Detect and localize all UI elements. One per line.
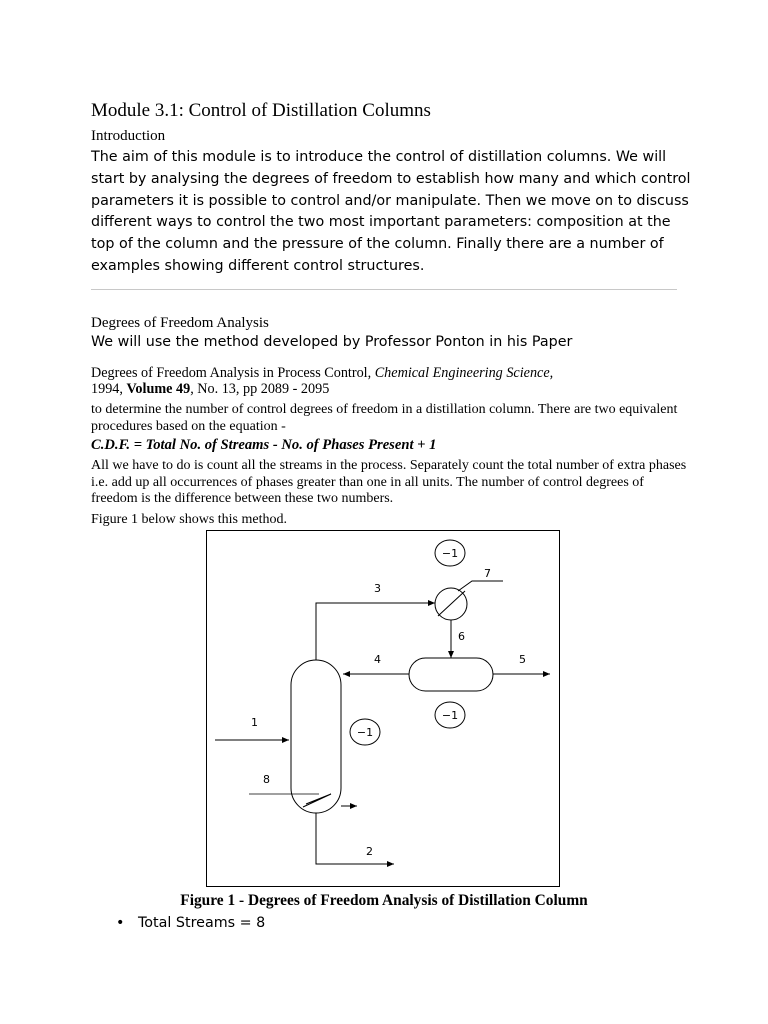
distillation-column-figure [206, 530, 560, 887]
reference-details: , No. 13, pp 2089 - 2095 [190, 381, 330, 397]
dof-equation: C.D.F. = Total No. of Streams - No. of Phases Present + 1 [91, 437, 437, 453]
list-item-total-streams: Total Streams = 8 [138, 915, 266, 931]
counting-text: All we have to do is count all the streams in the process. Separately count the total number of extra phases i.e. add up all occurrences of phases greater than one in all units. The number of control degrees of freedom is the difference between these two numbers. [91, 458, 687, 506]
introduction-paragraph: The aim of this module is to introduce the control of distillation columns. We will start by analysing the degrees of freedom to establish how many and which control parameters it is possible to control and/or manipulate. Then we move on to discuss different ways to control the two most important parameters: composition at the top of the column and the pressure of the column. Finally there are a number of examples showing different control structures. [91, 149, 691, 274]
method-text: to determine the number of control degrees of freedom in a distillation column. There are two equivalent procedures based on the equation - [91, 402, 678, 434]
stream-7-line [458, 581, 503, 591]
phase-label-column: −1 [356, 726, 374, 739]
stream-label-3: 3 [374, 582, 381, 595]
stream-label-6: 6 [458, 630, 465, 643]
reference-line-1 [91, 365, 553, 382]
stream-label-5: 5 [519, 653, 526, 666]
figure-caption: Figure 1 - Degrees of Freedom Analysis of Distillation Column [180, 892, 588, 909]
stream-label-4: 4 [374, 653, 381, 666]
phase-label-drum: −1 [441, 709, 459, 722]
dof-lead-text: We will use the method developed by Professor Ponton in his Paper [91, 334, 573, 350]
column-shell [291, 660, 341, 813]
stream-label-8: 8 [263, 773, 270, 786]
reference-year: 1994, [91, 381, 123, 397]
reference-journal: Chemical Engineering Science, [374, 365, 554, 381]
figure-intro-text: Figure 1 below shows this method. [91, 512, 287, 527]
reference-line-2 [91, 381, 329, 398]
stream-label-7: 7 [484, 567, 491, 580]
page-title: Module 3.1: Control of Distillation Columns [91, 100, 431, 121]
phase-label-condenser: −1 [441, 547, 459, 560]
reflux-drum [409, 658, 493, 691]
stream-2-line [316, 813, 394, 864]
stream-3-line [316, 603, 435, 660]
list-bullet: • [116, 915, 125, 931]
introduction-heading: Introduction [91, 128, 166, 144]
stream-label-2: 2 [366, 845, 373, 858]
figure-diagram [207, 531, 559, 886]
reference-title: Degrees of Freedom Analysis in Process Control, [91, 365, 372, 381]
section-divider [91, 289, 677, 290]
dof-heading: Degrees of Freedom Analysis [91, 315, 269, 331]
reference-volume: Volume 49 [126, 381, 191, 397]
stream-label-1: 1 [251, 716, 258, 729]
